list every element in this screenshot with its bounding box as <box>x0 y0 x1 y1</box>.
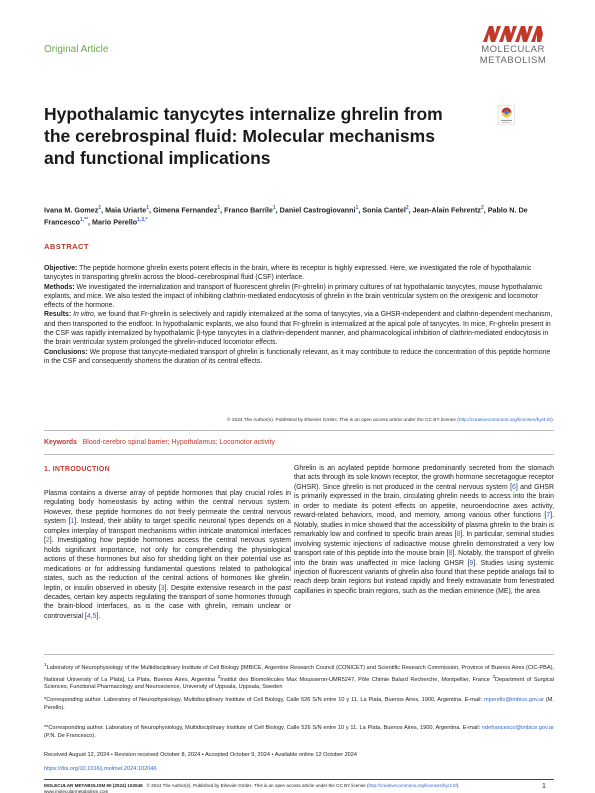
author-affiliation-marker: 1 <box>272 205 276 211</box>
abstract-copyright: © 2024 The Author(s). Published by Elsevier GmbH. This is an open access article under the CC BY license (http://creativecommons.org/licenses/by/4.0/). <box>227 418 554 423</box>
affiliations-footnote: $^1$Laboratory of Neurophysiology of the Multidisciplinary Institute of Cell Biology [IMBICE, Argentine Research Council (CONICET) and Scientific Research Commission, Province of Buenos Aires (CIC-PBA), National University of La Plata], La Plata, Buenos Aires, Argentina $^2$Institut des Biomolécules Max Mousseron-UMR5247, Pôle Chimie Balard Recherche, Montpellier, France $^3$Department of Surgical Sciences, Functional Pharmacology and Neuroscience, University of Uppsala, Uppsala, Sweden <box>44 662 554 691</box>
keywords: Keywords Blood-cerebro spinal barrier; Hypothalamus; Locomotor activity <box>44 439 275 446</box>
divider <box>44 454 554 455</box>
author-affiliation-marker: 2 <box>405 205 409 211</box>
author-name: Mario Perello <box>92 217 138 227</box>
abstract-body <box>44 264 554 366</box>
abstract-results: Results: In vitro, we found that Fr-ghrelin is selectively and rapidly internalized at the soma of tanycytes, via a GHSR-independent and clathrin-dependent mechanism, and then transported to the endfoot. In hypothalamic explants, we also found that Fr-ghrelin is internalized at the apical pole of tanycytes. In mice, Fr-ghrelin present in the CSF was rapidly internalized by hypothalamic β-type tanycytes in a clathrin-dependent manner, and pharmacological inhibition of clathrin-mediated endocytosis in the brain ventricular system prolonged the ghrelin-induced locomotor effects. <box>44 311 553 347</box>
abstract-heading: ABSTRACT <box>44 242 89 251</box>
corresponding-author-1: *Corresponding author. Laboratory of Neurophysiology, Multidisciplinary Institute of Cell Biology, Calle 526 S/N entre 10 y 11. La Plata, Buenos Aires, 1900, Argentina. E-mail: mperello@imbice.gov.ar (M. Perello). <box>44 697 554 711</box>
journal-website[interactable]: www.molecularmetabolism.com <box>44 788 109 793</box>
author-name: Ivana M. Gomez <box>44 205 99 215</box>
logo-line-2: METABOLISM <box>479 55 547 66</box>
author-name: Maia Uriarte <box>105 205 147 215</box>
author-name: Daniel Castrogiovanni <box>279 205 356 215</box>
corresponding-author-2: **Corresponding author. Laboratory of Neurophysiology, Multidisciplinary Institute of Cell Biology, Calle 526 S/N entre 10 y 11. La Plata, Buenos Aires, 1900, Argentina. E-mail: ndefrancesco@imbice.gov.ar (P.N. De Francesco). <box>44 725 554 739</box>
footer-divider <box>44 779 554 780</box>
abstract-objective: Objective: The peptide hormone ghrelin exerts potent effects in the brain, where its receptor is highly expressed. Here, we investigated the role of hypothalamic tanycytes in transporting ghrelin across the blood–cerebrospinal fluid (CSF) interface. <box>44 265 532 282</box>
author-list: Ivana M. Gomez$^1$, Maia Uriarte$^1$, Gimena Fernandez$^1$, Franco Barrile$^1$, Daniel Castrogiovanni$^1$, Sonia Cantel$^2$, Jean-Alain Fehrentz$^2$, Pablo N. De Francesco$^{1,**}$, Mario Perello$^{1,3,*}$ <box>44 205 528 227</box>
footer-license-link[interactable]: http://creativecommons.org/licenses/by/4.0/ <box>368 783 457 788</box>
page-number: 1 <box>542 783 546 790</box>
journal-logo-icon <box>481 22 545 44</box>
abstract-conclusions: Conclusions: We propose that tanycyte-mediated transport of ghrelin is functionally relevant, as it may contribute to reduce the concentration of this peptide hormone in the CSF and consequently shortens the duration of its central effects. <box>44 348 551 365</box>
author-name: Pablo N. De Francesco <box>44 205 528 227</box>
author-affiliation-marker: 1,3,* <box>137 217 148 224</box>
license-link[interactable]: http://creativecommons.org/licenses/by/4.0/ <box>458 418 552 423</box>
section-label: Original Article <box>44 44 109 55</box>
intro-column-right: Ghrelin is an acylated peptide hormone predominantly secreted from the stomach that acts through its sole known receptor, the growth hormone secretagogue receptor (GHSR). Since ghrelin is not produced in the central nervous system [6] and GHSR is primarily expressed in the brain, circulating ghrelin needs to access into the brain in order to mediate its potent effects on appetite, neuroendocrine axes activity, reward-related behaviors, mood, and memory, among various other functions [7]. Notably, studies in mice showed that the accessibility of plasma ghrelin to the brain is remarkably low and confined to specific brain areas [8]. In particular, seminal studies involving systemic injections of radioactive mouse ghrelin demonstrated a very low transport rate of this peptide into the mouse brain [8]. Notably, the transport of ghrelin into the brain was unaffected in mice lacking GHSR [9]. Studies using systemic injection of fluorescent variants of ghrelin also found that these peptide analogs fail to reach deep brain regions but instead rapidly and freely extravasate from fenestrated capillaries in specific brain regions, such as the median eminence (ME), the area <box>294 465 555 595</box>
journal-logo <box>463 22 563 66</box>
author-affiliation-marker: 1 <box>98 205 102 211</box>
page-footer: MOLECULAR METABOLISM 90 (2024) 102046 © 2024 The Author(s). Published by Elsevier GmbH. This is an open access article under the CC BY license (http://creativecommons.org/licenses/by/4.0/). www.molecularmetabolism.com <box>44 783 534 793</box>
author-name: Jean-Alain Fehrentz <box>412 205 481 215</box>
author-name: Gimena Fernandez <box>153 205 218 215</box>
publication-dates: Received August 12, 2024 • Revision received October 8, 2024 • Accepted October 9, 2024 • Available online 12 October 2024 <box>44 752 358 758</box>
author-affiliation-marker: 1 <box>146 205 150 211</box>
author-affiliation-marker: 1 <box>355 205 359 211</box>
intro-column-left: Plasma contains a diverse array of peptide hormones that play crucial roles in regulating body homeostasis by acting within the central nervous system. However, these peptide hormones do not freely permeate the central nervous system [1]. Instead, their ability to target specific neuronal types depends on a complex interplay of transport mechanisms within intricate anatomical interfaces [2]. Investigating how peptide hormones access the central nervous system holds significant importance, not only for comprehending the physiological actions of these hormones but also for shedding light on their potential use as medications or for addressing fundamental questions related to pathological states, such as the reduction of the central actions of hormones like ghrelin, leptin, or insulin observed in obesity [3]. Despite extensive research in the past decades, certain key aspects regulating the transport of some hormones through the brain-blood interfaces, as is the case with ghrelin, remain unclear or controversial [4,5]. <box>44 490 291 620</box>
divider <box>44 430 554 431</box>
author-name: Franco Barrile <box>224 205 273 215</box>
logo-line-1: MOLECULAR <box>481 44 545 55</box>
email-link-defrancesco[interactable]: ndefrancesco@imbice.gov.ar <box>481 725 554 731</box>
author-affiliation-marker: 2 <box>480 205 484 211</box>
email-link-perello[interactable]: mperello@imbice.gov.ar <box>484 697 544 703</box>
journal-citation: MOLECULAR METABOLISM 90 (2024) 102046 <box>44 783 143 788</box>
author-affiliation-marker: 1,** <box>79 217 89 224</box>
abstract-methods: Methods: We investigated the internalization and transport of fluorescent ghrelin (Fr-ghrelin) in primary cultures of rat hypothalamic tanycytes, mouse hypothalamic explants, and mice. We also tested the impact of inhibiting clathrin-mediated endocytosis of ghrelin in the brain ventricular system on the orexigenic and locomotor effects of the hormone. <box>44 283 543 310</box>
divider <box>44 654 554 655</box>
author-affiliation-marker: 1 <box>217 205 221 211</box>
author-name: Sonia Cantel <box>362 205 406 215</box>
doi-link[interactable]: https://doi.org/10.1016/j.molmet.2024.102046 <box>44 766 157 772</box>
section-heading-introduction: 1. INTRODUCTION <box>44 466 110 473</box>
article-title: Hypothalamic tanycytes internalize ghrelin from the cerebrospinal fluid: Molecular mechanisms and functional implications <box>44 104 443 168</box>
check-for-updates-icon[interactable] <box>498 105 515 125</box>
